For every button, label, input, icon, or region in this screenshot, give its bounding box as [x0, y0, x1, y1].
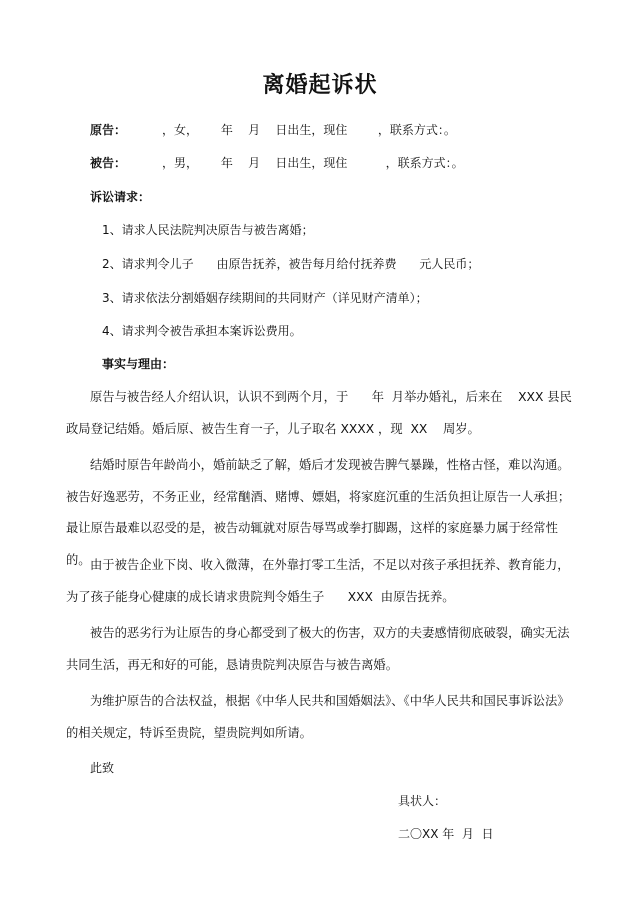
plaintiff-line — [90, 122, 456, 138]
defendant-label: 被告： — [90, 156, 127, 170]
closing-text: 此致 — [90, 761, 115, 775]
facts-heading: 事实与理由： — [102, 357, 175, 371]
facts-paragraph: 为维护原告的合法权益，根据《中华人民共和国婚姻法》、《中华人民共和国民事诉讼法》的相关规定，特诉至贵院，望贵院判如所请。 — [66, 694, 570, 740]
facts-paragraph: 结婚时原告年龄尚小，婚前缺乏了解，婚后才发现被告脾气暴躁，性格古怪，难以沟通。被告好逸恶劳，不务正业，经常酗酒、赌博、嫖娼，将家庭沉重的生活负担让原告一人承担；最让原告最难以忍受的是，被告动辄就对原告辱骂或拳打脚踢，这样的家庭暴力属于经常性的。 — [66, 458, 571, 567]
claim-item: 2、请求判令儿子 由原告抚养，被告每月给付抚养费 元人民币； — [102, 257, 480, 271]
signature-label: 具状人： — [398, 794, 447, 808]
claim-item: 4、请求判令被告承担本案诉讼费用。 — [102, 324, 302, 338]
claim-item: 1、请求人民法院判决原告与被告离婚； — [102, 223, 314, 237]
signature-date: 二〇XX 年 月 日 — [398, 827, 494, 841]
plaintiff-info: ，女， 年 月 日出生，现住 ，联系方式：。 — [162, 123, 456, 137]
facts-paragraph: 被告的恶劣行为让原告的身心都受到了极大的伤害，双方的夫妻感情彻底破裂，确实无法共同生活，再无和好的可能，恳请贵院判决原告与被告离婚。 — [66, 626, 570, 672]
claims-heading: 诉讼请求： — [90, 190, 151, 204]
document-title: 离婚起诉状 — [262, 73, 378, 98]
facts-paragraph: 原告与被告经人介绍认识，认识不到两个月，于 年 月举办婚礼，后来在 XXX 县民政局登记结婚。婚后原、被告生育一子，儿子取名 XXXX ，现 XX 周岁。 — [66, 390, 572, 436]
defendant-line — [90, 155, 464, 171]
defendant-info: ，男， 年 月 日出生，现住 ，联系方式：。 — [162, 156, 464, 170]
facts-paragraph: 由于被告企业下岗、收入微薄，在外靠打零工生活，不足以对孩子承担抚养、教育能力，为了孩子能身心健康的成长请求贵院判令婚生子 XXX 由原告抚养。 — [66, 558, 570, 604]
claim-item: 3、请求依法分割婚姻存续期间的共同财产（详见财产清单）； — [102, 291, 428, 305]
plaintiff-label: 原告： — [90, 123, 127, 137]
